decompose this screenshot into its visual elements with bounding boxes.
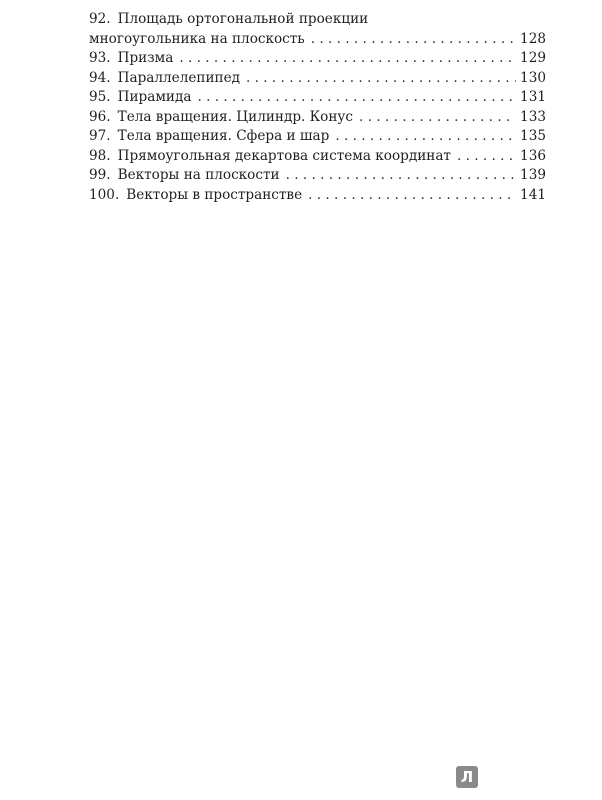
dot-leader (457, 147, 516, 167)
entry-page-number: 129 (520, 50, 546, 66)
entry-page-number: 131 (520, 89, 546, 105)
table-of-contents (89, 10, 546, 205)
entry-number: 96. (89, 108, 111, 125)
entry-number: 94. (89, 69, 111, 86)
entry-number: 98. (89, 147, 111, 164)
toc-entry-line-1 (89, 10, 546, 30)
entry-title: Векторы на плоскости (117, 167, 280, 183)
entry-title: Площадь ортогональной проекции (117, 11, 369, 27)
dot-leader (197, 88, 516, 108)
toc-entry-line-2 (89, 30, 546, 50)
entry-title: Векторы в пространстве (126, 186, 303, 203)
dot-leader (286, 166, 516, 186)
toc-entry-98[interactable] (89, 147, 546, 167)
toc-entry-97[interactable] (89, 127, 546, 147)
entry-page-number: 128 (520, 30, 546, 47)
entry-page-number: 141 (520, 186, 546, 203)
entry-page-number: 136 (520, 147, 546, 164)
entry-number: 97. (89, 128, 111, 144)
entry-title: Прямоугольная декартова система координат (117, 147, 451, 164)
dot-leader (246, 69, 516, 89)
dot-leader (359, 108, 516, 128)
toc-entry-93[interactable] (89, 49, 546, 69)
entry-number: 93. (89, 50, 111, 66)
labirint-logo-icon: Л (456, 766, 478, 788)
entry-page-number: 139 (520, 167, 546, 183)
toc-entry-100[interactable] (89, 186, 546, 206)
dot-leader (311, 30, 516, 50)
entry-page-number: 130 (520, 69, 546, 86)
dot-leader (179, 49, 516, 69)
entry-number: 100. (89, 186, 120, 203)
toc-entry-99[interactable] (89, 166, 546, 186)
dot-leader (335, 127, 516, 147)
entry-title: Пирамида (117, 89, 192, 105)
entry-page-number: 133 (520, 108, 546, 125)
toc-entry-94[interactable] (89, 69, 546, 89)
entry-title-continued: многоугольника на плоскость (89, 30, 305, 47)
entry-title: Параллелепипед (117, 69, 240, 86)
toc-entry-92[interactable] (89, 10, 546, 49)
dot-leader (308, 186, 516, 206)
toc-entry-96[interactable] (89, 108, 546, 128)
entry-title: Тела вращения. Цилиндр. Конус (117, 108, 354, 125)
entry-number: 92. (89, 11, 111, 27)
entry-number: 95. (89, 89, 111, 105)
entry-title: Тела вращения. Сфера и шар (117, 128, 330, 144)
toc-entry-95[interactable] (89, 88, 546, 108)
entry-title: Призма (117, 50, 174, 66)
entry-page-number: 135 (520, 128, 546, 144)
entry-number: 99. (89, 167, 111, 183)
